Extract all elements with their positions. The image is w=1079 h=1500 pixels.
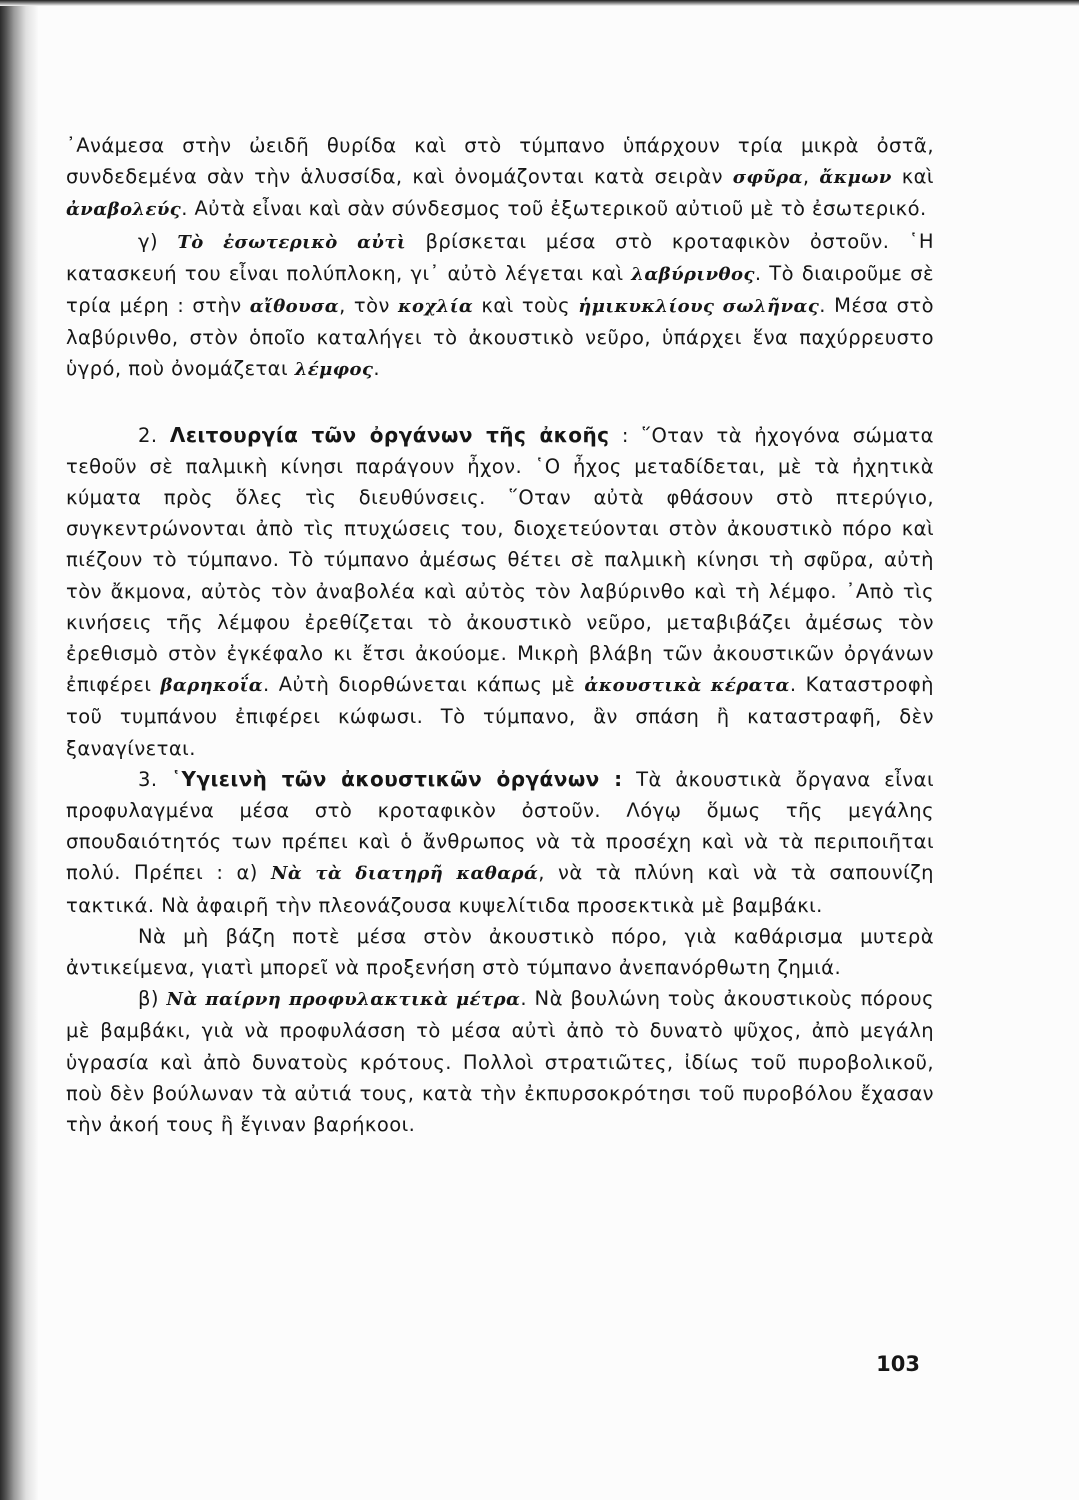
- emphasized-term: ἄκμων: [819, 167, 892, 189]
- emphasized-term: Νὰ παίρνη προφυλακτικὰ μέτρα: [166, 989, 521, 1011]
- text-run: ᾿Ανάμεσα στὴν ὠειδῆ θυρίδα καὶ στὸ τύμπανο ὑπάρχουν τρία μικρὰ ὀστᾶ, συνδεδεμένα σὰν τὴν ἁλυσσίδα, καὶ ὀνομάζονται κατὰ σειρὰν: [66, 134, 934, 189]
- text-run: β): [138, 987, 167, 1011]
- emphasized-term: βαρηκοΐα: [160, 675, 264, 697]
- paragraph: [66, 420, 934, 764]
- paragraph: [66, 130, 934, 226]
- page-binding-shadow: [0, 0, 38, 1500]
- text-run: ,: [802, 165, 820, 189]
- text-run: . Καταστροφὴ τοῦ τυμπάνου ἐπιφέρει κώφωσι. Τὸ τύμπανο, ἂν σπάση ἢ καταστραφῆ, δὲν ξαναγίνεται.: [66, 673, 934, 760]
- text-run: : ῞Οταν τὰ ἠχογόνα σώματα τεθοῦν σὲ παλμικὴ κίνησι παράγουν ἦχον. ῾Ο ἦχος μεταδίδεται, μὲ τὰ ἠχητικὰ κύματα πρὸς ὅλες τὶς διευθύνσεις. ῞Οταν αὐτὰ φθάσουν στὸ πτερύγιο, συγκεντρώνονται ἀπὸ τὶς πτυχώσεις του, διοχετεύονται στὸν ἀκουστικὸ πόρο καὶ πιέζουν τὸ τύμπανο. Τὸ τύμπανο ἀμέσως θέτει σὲ παλμικὴ κίνησι τὴ σφῦρα, αὐτὴ τὸν ἄκμονα, αὐτὸς τὸν ἀναβολέα καὶ αὐτὸς τὸν λαβύρινθο καὶ τὴ λέμφο. ᾿Απὸ τὶς κινήσεις τῆς λέμφου ἐρεθίζεται τὸ ἀκουστικὸ νεῦρο, μεταβιβάζει ἀμέσως τὸν ἐρεθισμὸ στὸν ἐγκέφαλο κι ἔτσι ἀκούομε. Μικρὴ βλάβη τῶν ἀκουστικῶν ὀργάνων ἐπιφέρει: [66, 423, 934, 697]
- text-run: καὶ τοὺς: [473, 294, 579, 318]
- emphasized-term: λαβύρινθος: [631, 263, 755, 285]
- paragraph: [66, 983, 934, 1140]
- paragraph: [66, 921, 934, 983]
- emphasized-term: ἡμικυκλίους σωλῆνας: [578, 296, 820, 318]
- text-run: , τὸν: [339, 294, 398, 318]
- text-run: . Μέσα στὸ λαβύρινθο, στὸν ὁποῖο καταλήγει τὸ ἀκουστικὸ νεῦρο, ὑπάρχει ἕνα παχύρρευστο ὑγρό, ποὺ ὀνομάζεται: [66, 294, 935, 381]
- text-run: 2.: [138, 423, 170, 447]
- paragraph: [66, 764, 934, 921]
- section-heading: Λειτουργία τῶν ὀργάνων τῆς ἀκοῆς: [169, 422, 610, 447]
- emphasized-term: Τὸ ἐσωτερικὸ αὐτὶ: [177, 231, 407, 253]
- section-heading: ῾Υγιεινὴ τῶν ἀκουστικῶν ὀργάνων :: [171, 766, 623, 791]
- emphasized-term: ἀναβολεύς: [66, 199, 182, 221]
- page-number: 103: [876, 1352, 920, 1376]
- text-run: Τὰ ἀκουστικὰ ὄργανα εἶναι προφυλαγμένα μέσα στὸ κροταφικὸν ὀστοῦν. Λόγῳ ὅμως τῆς μεγάλης σπουδαιότητός των πρέπει καὶ ὁ ἄνθρωπος νὰ τὰ προσέχη καὶ νὰ τὰ περιποιῆται πολύ. Πρέπει : α): [66, 767, 934, 885]
- text-run: 3.: [138, 767, 172, 791]
- paragraph: [66, 226, 934, 386]
- emphasized-term: ἀκουστικὰ κέρατα: [584, 675, 790, 697]
- text-run: .: [373, 357, 381, 381]
- emphasized-term: κοχλία: [398, 296, 474, 318]
- text-run: βρίσκεται μέσα στὸ κροταφικὸν ὀστοῦν. ῾Η κατασκευή του εἶναι πολύπλοκη, γι᾿ αὐτὸ λέγεται καὶ: [66, 229, 934, 285]
- text-run: , νὰ τὰ πλύνη καὶ νὰ τὰ σαπουνίζη τακτικά. Νὰ ἀφαιρῆ τὴν πλεονάζουσα κυψελίτιδα προσεκτικὰ μὲ βαμβάκι.: [66, 861, 934, 917]
- emphasized-term: λέμφος: [294, 359, 374, 381]
- text-run: Νὰ μὴ βάζη ποτὲ μέσα στὸν ἀκουστικὸ πόρο, γιὰ καθάρισμα μυτερὰ ἀντικείμενα, γιατὶ μπορεῖ νὰ προξενήση στὸ τύμπανο ἀνεπανόρθωτη ζημιά.: [66, 924, 934, 980]
- body-text: [66, 130, 934, 1140]
- text-run: . Νὰ βουλώνη τοὺς ἀκουστικοὺς πόρους μὲ βαμβάκι, γιὰ νὰ προφυλάσση τὸ μέσα αὐτὶ ἀπὸ τὸ δυνατὸ ψῦχος, ἀπὸ μεγάλη ὑγρασία καὶ ἀπὸ δυνατοὺς κρότους. Πολλοὶ στρατιῶτες, ἰδίως τοῦ πυροβολικοῦ, ποὺ δὲν βούλωναν τὰ αὐτιά τους, κατὰ τὴν ἐκπυρσοκρότησι τοῦ πυροβόλου ἔχασαν τὴν ἀκοή τους ἢ ἔγιναν βαρήκοοι.: [66, 987, 935, 1137]
- text-run: . Αὐτὰ εἶναι καὶ σὰν σύνδεσμος τοῦ ἐξωτερικοῦ αὐτιοῦ μὲ τὸ ἐσωτερικό.: [181, 197, 927, 221]
- emphasized-term: Νὰ τὰ διατηρῆ καθαρά: [270, 863, 539, 885]
- text-run: . Αὐτὴ διορθώνεται κάπως μὲ: [263, 673, 585, 697]
- emphasized-term: σφῦρα: [732, 167, 803, 189]
- text-run: καὶ: [891, 165, 934, 189]
- text-run: γ): [138, 229, 178, 253]
- page-top-edge: [0, 0, 1079, 6]
- text-run: . Τὸ διαιροῦμε σὲ τρία μέρη : στὴν: [66, 261, 934, 318]
- emphasized-term: αἴθουσα: [249, 296, 340, 318]
